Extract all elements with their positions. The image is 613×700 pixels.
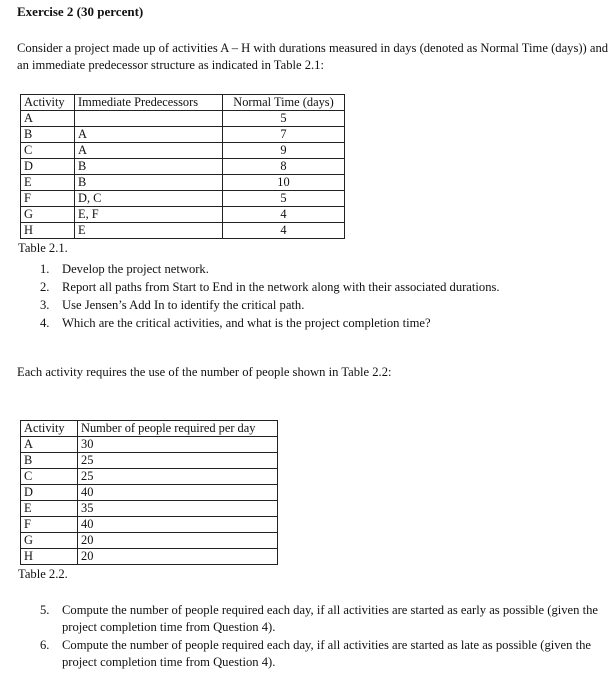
table-row — [21, 159, 345, 175]
predecessor-cell: E, F — [75, 207, 223, 223]
header-predecessors: Immediate Predecessors — [75, 95, 223, 111]
table-header-row — [21, 421, 278, 437]
activity-cell: D — [21, 159, 75, 175]
activity-cell: B — [21, 453, 78, 469]
predecessor-cell: D, C — [75, 191, 223, 207]
people-cell: 40 — [78, 517, 278, 533]
item-text: Which are the critical activities, and what is the project completion time? — [62, 316, 431, 330]
table-row — [21, 111, 345, 127]
intro-paragraph: Consider a project made up of activities A – H with durations measured in days (denoted as Normal Time (days)) and an immediate predecessor structure as indicated in Table 2.1: — [17, 41, 609, 72]
people-cell: 20 — [78, 549, 278, 565]
table-row — [21, 207, 345, 223]
activity-cell: G — [21, 533, 78, 549]
predecessor-cell: E — [75, 223, 223, 239]
table-row — [21, 437, 278, 453]
people-cell: 25 — [78, 469, 278, 485]
activity-cell: C — [21, 143, 75, 159]
list-item — [18, 637, 608, 671]
activity-cell: B — [21, 127, 75, 143]
table-2-2-caption: Table 2.2. — [18, 567, 68, 581]
table-row — [21, 453, 278, 469]
table-row — [21, 501, 278, 517]
header-normal-time: Normal Time (days) — [223, 95, 345, 111]
item-text: Compute the number of people required each day, if all activities are started as late as possible (given the project completion time from Question 4). — [62, 638, 591, 669]
people-cell: 30 — [78, 437, 278, 453]
activity-cell: A — [21, 437, 78, 453]
time-cell: 7 — [223, 127, 345, 143]
questions-list-1 — [18, 260, 598, 332]
table-row — [21, 469, 278, 485]
questions-list-2 — [18, 602, 608, 672]
predecessor-cell: B — [75, 175, 223, 191]
table-row — [21, 175, 345, 191]
table-row — [21, 223, 345, 239]
item-number: 4. — [40, 316, 50, 330]
activity-cell: H — [21, 223, 75, 239]
list-item — [18, 260, 598, 278]
time-cell: 5 — [223, 111, 345, 127]
exercise-title: Exercise 2 (30 percent) — [17, 4, 144, 19]
list-item — [18, 278, 598, 296]
item-text: Develop the project network. — [62, 262, 209, 276]
table-row — [21, 517, 278, 533]
activity-cell: C — [21, 469, 78, 485]
table-2-1 — [20, 94, 345, 239]
header-people: Number of people required per day — [78, 421, 278, 437]
item-text: Report all paths from Start to End in the network along with their associated durations. — [62, 280, 500, 294]
people-cell: 25 — [78, 453, 278, 469]
table-2-2 — [20, 420, 278, 565]
people-cell: 35 — [78, 501, 278, 517]
time-cell: 10 — [223, 175, 345, 191]
time-cell: 9 — [223, 143, 345, 159]
activity-cell: E — [21, 501, 78, 517]
item-number: 3. — [40, 298, 50, 312]
table-row — [21, 485, 278, 501]
list-item — [18, 602, 608, 636]
table-header-row — [21, 95, 345, 111]
item-number: 1. — [40, 262, 50, 276]
people-cell: 20 — [78, 533, 278, 549]
predecessor-cell — [75, 111, 223, 127]
people-cell: 40 — [78, 485, 278, 501]
activity-cell: F — [21, 517, 78, 533]
activity-cell: A — [21, 111, 75, 127]
table-row — [21, 533, 278, 549]
header-activity: Activity — [21, 421, 78, 437]
item-number: 5. — [40, 603, 50, 617]
activity-cell: F — [21, 191, 75, 207]
item-number: 2. — [40, 280, 50, 294]
activity-cell: D — [21, 485, 78, 501]
activity-cell: H — [21, 549, 78, 565]
activity-cell: G — [21, 207, 75, 223]
predecessor-cell: A — [75, 143, 223, 159]
item-text: Use Jensen’s Add In to identify the critical path. — [62, 298, 305, 312]
time-cell: 4 — [223, 223, 345, 239]
item-text: Compute the number of people required each day, if all activities are started as early as possible (given the project completion time from Question 4). — [62, 603, 598, 634]
header-activity: Activity — [21, 95, 75, 111]
table-2-1-caption: Table 2.1. — [18, 241, 68, 255]
list-item — [18, 296, 598, 314]
predecessor-cell: A — [75, 127, 223, 143]
table-row — [21, 549, 278, 565]
item-number: 6. — [40, 638, 50, 652]
resource-paragraph: Each activity requires the use of the number of people shown in Table 2.2: — [17, 365, 392, 379]
time-cell: 5 — [223, 191, 345, 207]
table-row — [21, 191, 345, 207]
time-cell: 4 — [223, 207, 345, 223]
list-item — [18, 314, 598, 332]
table-row — [21, 143, 345, 159]
table-row — [21, 127, 345, 143]
activity-cell: E — [21, 175, 75, 191]
predecessor-cell: B — [75, 159, 223, 175]
time-cell: 8 — [223, 159, 345, 175]
